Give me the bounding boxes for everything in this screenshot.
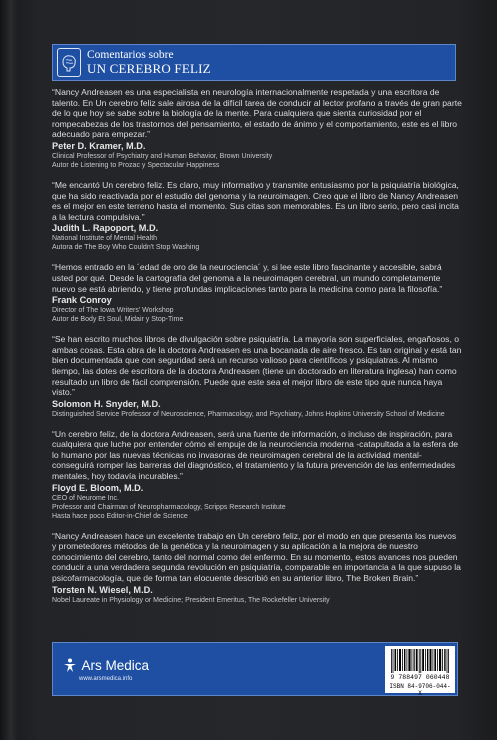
review-quote: “Me encantó Un cerebro feliz. Es claro, muy informativo y transmite entusiasmo por la psiquiatría biológica, que ha sido reactivada por el estudio del genoma y la neuroimagen. Creo que el libro de Nancy Andreasen es el mejor en este terreno hasta el momento. Sus citas son memorables. Es un libro serio, pero casi incita a la lectura compulsiva.” [52, 179, 459, 222]
barcode-graphic [390, 649, 450, 673]
review-author-role: Nobel Laureate in Physiology or Medicine; President Emeritus, The Rockefeller University [52, 596, 330, 604]
header-line-2: UN CEREBRO FELIZ [87, 61, 211, 76]
review-author-role: Director of The Iowa Writers' Workshop [52, 307, 174, 315]
review-author: Judith L. Rapoport, M.D. [52, 223, 159, 234]
review-quote: “Hemos entrado en la ´edad de oro de la neurociencia´ y, si lee este libro fascinante y accesible, sabrá usted por qué. Desde la cartografía del genoma a la neuroimagen cerebral, un mundo completamente nuevo se está abriendo, y tiene profundas implicaciones tanto para la medicina como para la filosofía.” [52, 262, 443, 294]
review-author-role: Autor de Body Et Soul, Midair y Stop-Time [52, 316, 184, 324]
publisher-name: Ars Medica [81, 657, 149, 673]
review-author-role: National Institute of Mental Health [52, 235, 158, 243]
review-item [52, 180, 462, 252]
publisher-url: www.arsmedica.info [79, 676, 133, 682]
review-author-role: Autora de The Boy Who Couldn't Stop Washing [52, 244, 200, 252]
review-quote: “Nancy Andreasen es una especialista en neurología internacionalmente respetada y una escritora de talento. En Un cerebro feliz sale airosa de la difícil tarea de conducir al lector profano a través de gran parte de lo que hoy se sabe sobre la biología de la mente. Para cualquiera que sienta curiosidad por el rompecabezas de los trastornos del pensamiento, el estado de ánimo y el comportamiento, este es el libro adecuado para empezar.” [52, 87, 462, 140]
review-quote: “Se han escrito muchos libros de divulgación sobre psiquiatría. La mayoría son superficiales, engañosos, o ambas cosas. Esta obra de la doctora Andreasen es una bocanada de aire fresco. Es tan original y está tan bien documentada que con seguridad será un recurso valioso para científicos y psiquiatras. Al mismo tiempo, las dotes de escritora de la doctora Andreasen (tiene un doctorado en literatura inglesa) han como resultado un libro de fácil comprensión. Puede que este sea el mejor libro de este tipo que nunca haya visto.” [52, 334, 462, 398]
review-author: Floyd E. Bloom, M.D. [52, 482, 144, 493]
header-line-1: Comentarios sobre [87, 49, 174, 61]
review-item [52, 87, 462, 170]
review-quote: “Un cerebro feliz, de la doctora Andreasen, será una fuente de información, o incluso de inspiración, para cualquiera que luche por entender cómo el empuje de la neurociencia moderna -catapultada a la esfera de lo humano por las nuevas técnicas no invasoras de neuroimagen cerebral de la actividad mental- conseguirá romper las barreras del diagnóstico, el tratamiento y la futura prevención de las enfermedades mentales, hoy todavía incurables.” [52, 428, 459, 482]
review-author: Torsten N. Wiesel, M.D. [52, 584, 153, 595]
review-item [52, 334, 462, 419]
header-title [87, 49, 211, 75]
publisher-figure-icon [63, 658, 77, 673]
barcode-box [385, 646, 455, 697]
isbn-number: ISBN 84-9706-044-X [389, 683, 451, 697]
review-item [52, 531, 462, 605]
review-author-role: Professor and Chairman of Neuropharmacology, Scripps Research Institute [52, 503, 286, 511]
footer-band [52, 642, 458, 696]
publisher-logo [63, 657, 149, 683]
review-author-role: Autor de Listening to Prozac y Spectacular Happiness [52, 161, 220, 169]
review-author-role: Distinguished Service Professor of Neuroscience, Pharmacology, and Psychiatry, Johns Hopkins University School of Medicine [52, 410, 445, 418]
reviews-list [52, 87, 462, 615]
review-author: Peter D. Kramer, M.D. [52, 140, 146, 151]
review-author-role: Hasta hace poco Editor-in-Chief de Science [52, 512, 188, 520]
review-quote: “Nancy Andreasen hace un excelente trabajo en Un cerebro feliz, por el modo en que presenta los nuevos y prometedores métodos de la genética y la neuroimagen y su aplicación a la mejora de nuestro conocimiento del cerebro, tanto del normal como del enfermo. En su momento, estos avances nos pueden conducir a una verdadera segunda revolución en psiquiatría, comparable en importancia a la que supuso la psicofarmacología, que de forma tan elocuente describió en su anterior libro, The Broken Brain.” [52, 530, 461, 584]
review-item [52, 262, 462, 324]
spine-edge [0, 0, 18, 740]
header-band [52, 44, 456, 81]
review-author-role: Clinical Professor of Psychiatry and Human Behavior, Brown University [52, 152, 273, 160]
review-author: Solomon H. Snyder, M.D. [52, 398, 161, 409]
review-author: Frank Conroy [52, 295, 112, 306]
review-item [52, 429, 462, 521]
brain-seal-icon [57, 48, 81, 77]
ean-number: 9 788497 060448 [390, 674, 450, 681]
review-author-role: CEO of Neurome Inc. [52, 494, 119, 502]
